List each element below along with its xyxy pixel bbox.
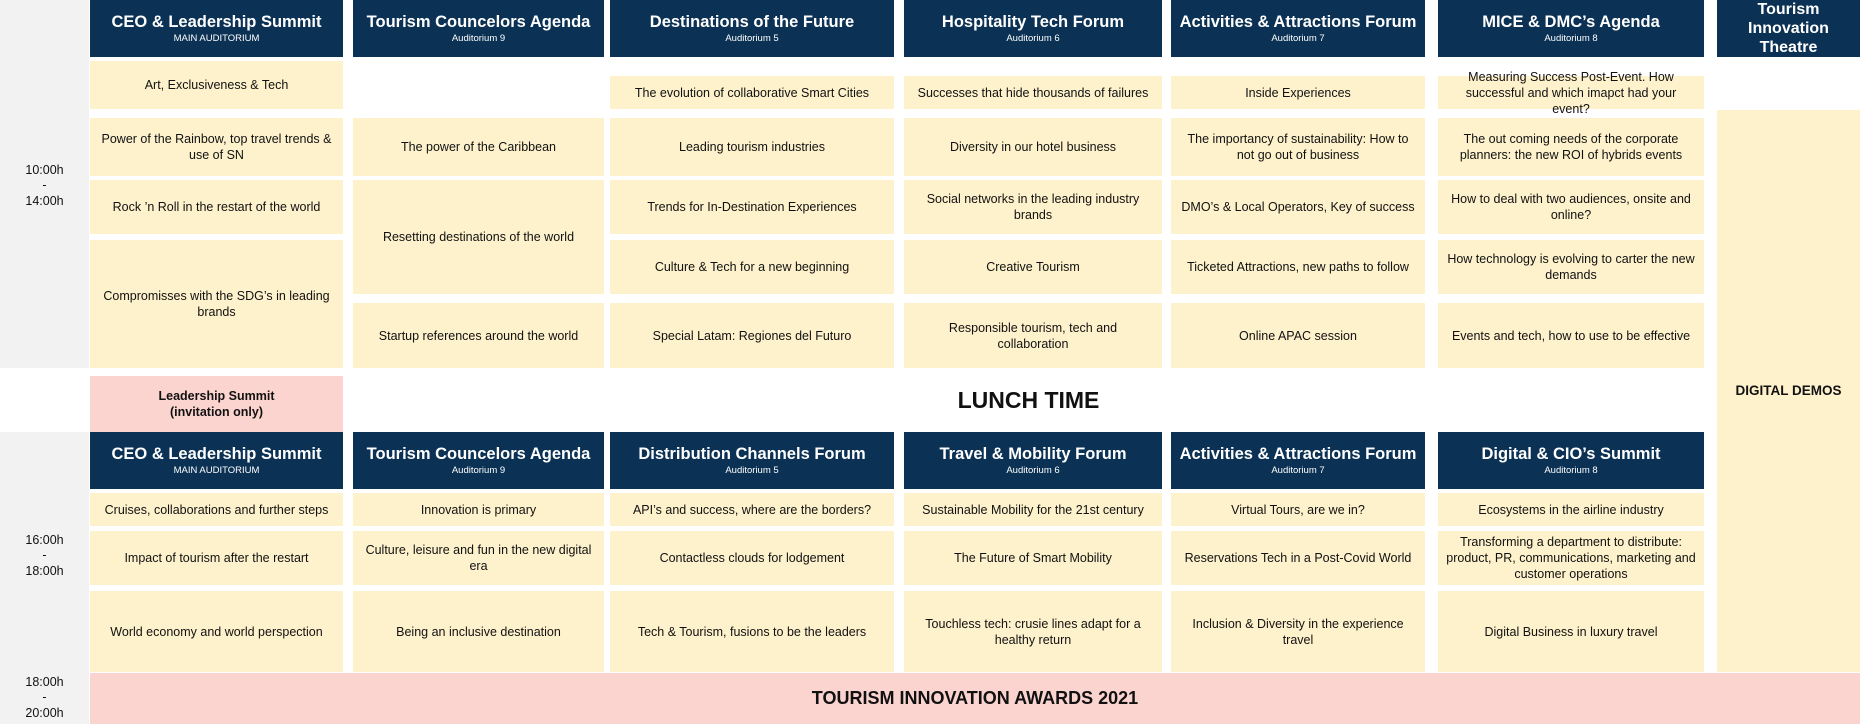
theatre-title-line1: Tourism [1757,1,1820,18]
session-title: Special Latam: Regiones del Futuro [652,328,852,343]
session-cell[interactable] [610,118,894,176]
track-header-digital-cio[interactable] [1438,432,1704,489]
track-room: Auditorium 6 [1006,33,1060,44]
session-cell[interactable] [1438,493,1704,526]
track-room: Auditorium 5 [725,33,779,44]
session-cell[interactable] [1438,591,1704,672]
session-cell[interactable] [90,240,343,368]
track-header-travel-mobility[interactable] [904,432,1162,489]
track-room: MAIN AUDITORIUM [173,465,260,476]
track-header-innovation-theatre[interactable] [1717,0,1860,57]
summit-note-line1: Leadership Summit [158,389,275,403]
session-title: How to deal with two audiences, onsite and online? [1451,192,1691,222]
session-cell[interactable] [353,591,604,672]
track-header-tourism-councelors[interactable] [353,0,604,57]
session-title: API’s and success, where are the borders? [632,502,872,517]
session-title: How technology is evolving to carter the new demands [1447,252,1695,282]
session-title: Impact of tourism after the restart [124,551,309,565]
session-title: Rock ’n Roll in the restart of the world [112,200,321,214]
theatre-title-line2: Innovation Theatre [1748,20,1829,56]
session-cell[interactable] [610,493,894,526]
session-cell[interactable] [904,180,1162,234]
session-cell[interactable] [1438,118,1704,176]
session-cell[interactable] [1171,591,1425,672]
digital-demos-label: DIGITAL DEMOS [1735,383,1842,398]
session-cell[interactable] [90,531,343,585]
session-cell[interactable] [90,61,343,109]
session-title: Successes that hide thousands of failures [917,85,1149,100]
session-title: Responsible tourism, tech and collaboration [948,320,1118,351]
session-title: Diversity in our hotel business [949,140,1117,154]
track-title: Hospitality Tech Forum [941,13,1125,31]
session-title: The out coming needs of the corporate planners: the new ROI of hybrids events [1459,132,1683,162]
session-cell[interactable] [904,531,1162,585]
session-cell[interactable] [1438,240,1704,294]
session-cell[interactable] [1171,493,1425,526]
time-separator: - [42,548,47,563]
session-cell[interactable] [1171,531,1425,585]
track-header-tourism-councelors-pm[interactable] [353,432,604,489]
session-cell[interactable] [1171,240,1425,294]
session-title: DMO’s & Local Operators, Key of success [1181,200,1415,214]
session-title: The evolution of collaborative Smart Cities [634,85,870,100]
time-end: 20:00h [25,705,64,720]
session-title: Compromisses with the SDG’s in leading brands [103,289,330,319]
session-cell[interactable] [90,591,343,672]
session-title: Art, Exclusiveness & Tech [144,78,289,92]
session-cell[interactable] [1438,303,1704,368]
session-title: Tech & Tourism, fusions to be the leaders [637,624,867,639]
session-cell[interactable] [90,493,343,526]
track-title: Activities & Attractions Forum [1179,13,1417,31]
time-slot-morning [0,150,89,222]
session-cell[interactable] [1171,180,1425,234]
lunch-time-label [353,376,1704,424]
track-room: Auditorium 8 [1544,465,1598,476]
track-header-ceo-leadership-pm[interactable] [90,432,343,489]
track-room: Auditorium 9 [451,33,506,44]
session-title: Trends for In-Destination Experiences [647,200,857,214]
session-cell[interactable] [353,180,604,294]
track-header-hospitality-tech[interactable] [904,0,1162,57]
track-header-activities-attractions-pm[interactable] [1171,432,1425,489]
track-room: Auditorium 6 [1006,465,1060,476]
time-slot-awards [0,672,89,724]
session-title: Inclusion & Diversity in the experience travel [1192,616,1404,647]
digital-demos-block[interactable] [1717,110,1860,672]
time-separator: - [42,178,47,193]
session-title: Touchless tech: crusie lines adapt for a healthy return [925,616,1141,647]
track-header-distribution-channels[interactable] [610,432,894,489]
session-cell[interactable] [1438,180,1704,234]
time-start: 16:00h [25,532,64,547]
time-start: 10:00h [25,162,64,177]
session-cell[interactable] [904,493,1162,526]
session-cell[interactable] [90,180,343,234]
session-title: Power of the Rainbow, top travel trends & use of SN [101,132,332,162]
session-title: Inside Experiences [1245,85,1351,100]
track-title: Digital & CIO’s Summit [1481,445,1661,463]
track-title: Activities & Attractions Forum [1179,445,1417,463]
session-cell[interactable] [353,303,604,368]
session-title: Innovation is primary [420,502,537,517]
track-title: Travel & Mobility Forum [939,445,1127,463]
session-cell[interactable] [353,493,604,526]
session-title: Cruises, collaborations and further steps [104,502,329,517]
track-header-ceo-leadership[interactable] [90,0,343,57]
session-cell[interactable] [1171,118,1425,176]
time-slot-afternoon [0,520,89,592]
session-title: The power of the Caribbean [401,140,556,154]
session-cell[interactable] [353,118,604,176]
track-title: Distribution Channels Forum [638,445,866,463]
track-room: MAIN AUDITORIUM [173,33,260,44]
track-room: Auditorium 8 [1544,33,1598,44]
session-title: Transforming a department to distribute: product, PR, communications, marketing and customer operations [1446,535,1696,581]
session-cell[interactable] [1171,303,1425,368]
session-title: Reservations Tech in a Post-Covid World [1184,551,1412,565]
session-title: Online APAC session [1239,328,1357,343]
track-room: Auditorium 7 [1271,465,1325,476]
session-cell[interactable] [1171,76,1425,109]
session-title: Culture, leisure and fun in the new digital era [365,543,592,573]
session-cell[interactable] [610,76,894,109]
session-cell[interactable] [610,591,894,672]
track-header-mice-dmc[interactable] [1438,0,1704,57]
session-title: Social networks in the leading industry brands [926,192,1140,222]
session-title: Digital Business in luxury travel [1484,624,1658,639]
time-end: 14:00h [25,193,64,208]
session-cell[interactable] [904,240,1162,294]
time-start: 18:00h [25,674,64,689]
track-title: Tourism Councelors Agenda [366,445,591,463]
session-cell[interactable] [904,591,1162,672]
session-cell[interactable] [904,76,1162,109]
session-cell[interactable] [610,531,894,585]
session-title: Sustainable Mobility for the 21st century [922,502,1144,517]
session-cell[interactable] [904,118,1162,176]
session-cell[interactable] [1438,69,1704,116]
session-cell[interactable] [610,303,894,368]
track-room: Auditorium 7 [1271,33,1325,44]
awards-banner[interactable] [90,673,1860,724]
session-title: Startup references around the world [378,328,579,343]
session-cell[interactable] [353,531,604,585]
session-cell[interactable] [90,118,343,176]
session-title: Ecosystems in the airline industry [1478,502,1664,517]
session-cell[interactable] [1438,531,1704,585]
session-title: Being an inclusive destination [396,624,561,639]
session-title: Contactless clouds for lodgement [659,551,845,565]
session-title: The Future of Smart Mobility [954,551,1112,565]
track-title: CEO & Leadership Summit [111,445,322,463]
session-title: Culture & Tech for a new beginning [654,260,850,274]
lunch-label: LUNCH TIME [957,386,1100,413]
session-title: Ticketed Attractions, new paths to follow [1187,260,1409,274]
track-header-activities-attractions[interactable] [1171,0,1425,57]
session-title: Measuring Success Post-Event. How successful and which imapct had your event? [1465,69,1677,116]
track-header-destinations-future[interactable] [610,0,894,57]
session-title: Events and tech, how to use to be effective [1451,328,1691,343]
awards-label: TOURISM INNOVATION AWARDS 2021 [811,688,1139,708]
session-cell[interactable] [610,180,894,234]
session-cell[interactable] [610,240,894,294]
track-title: Destinations of the Future [649,13,855,31]
session-title: Resetting destinations of the world [382,230,575,244]
session-title: World economy and world perspection [110,624,323,639]
session-title: Creative Tourism [986,260,1080,274]
leadership-summit-note[interactable] [90,376,343,432]
session-title: Leading tourism industries [679,140,825,154]
time-end: 18:00h [25,563,64,578]
session-title: The importancy of sustainability: How to not go out of business [1187,132,1409,162]
track-title: CEO & Leadership Summit [111,13,322,31]
track-room: Auditorium 9 [451,465,506,476]
summit-note-line2: (invitation only) [169,405,264,419]
track-room: Auditorium 5 [725,465,779,476]
track-title: MICE & DMC’s Agenda [1482,13,1660,31]
track-title: Tourism Councelors Agenda [366,13,591,31]
time-separator: - [42,690,47,705]
session-title: Virtual Tours, are we in? [1231,502,1365,517]
session-cell[interactable] [904,303,1162,368]
